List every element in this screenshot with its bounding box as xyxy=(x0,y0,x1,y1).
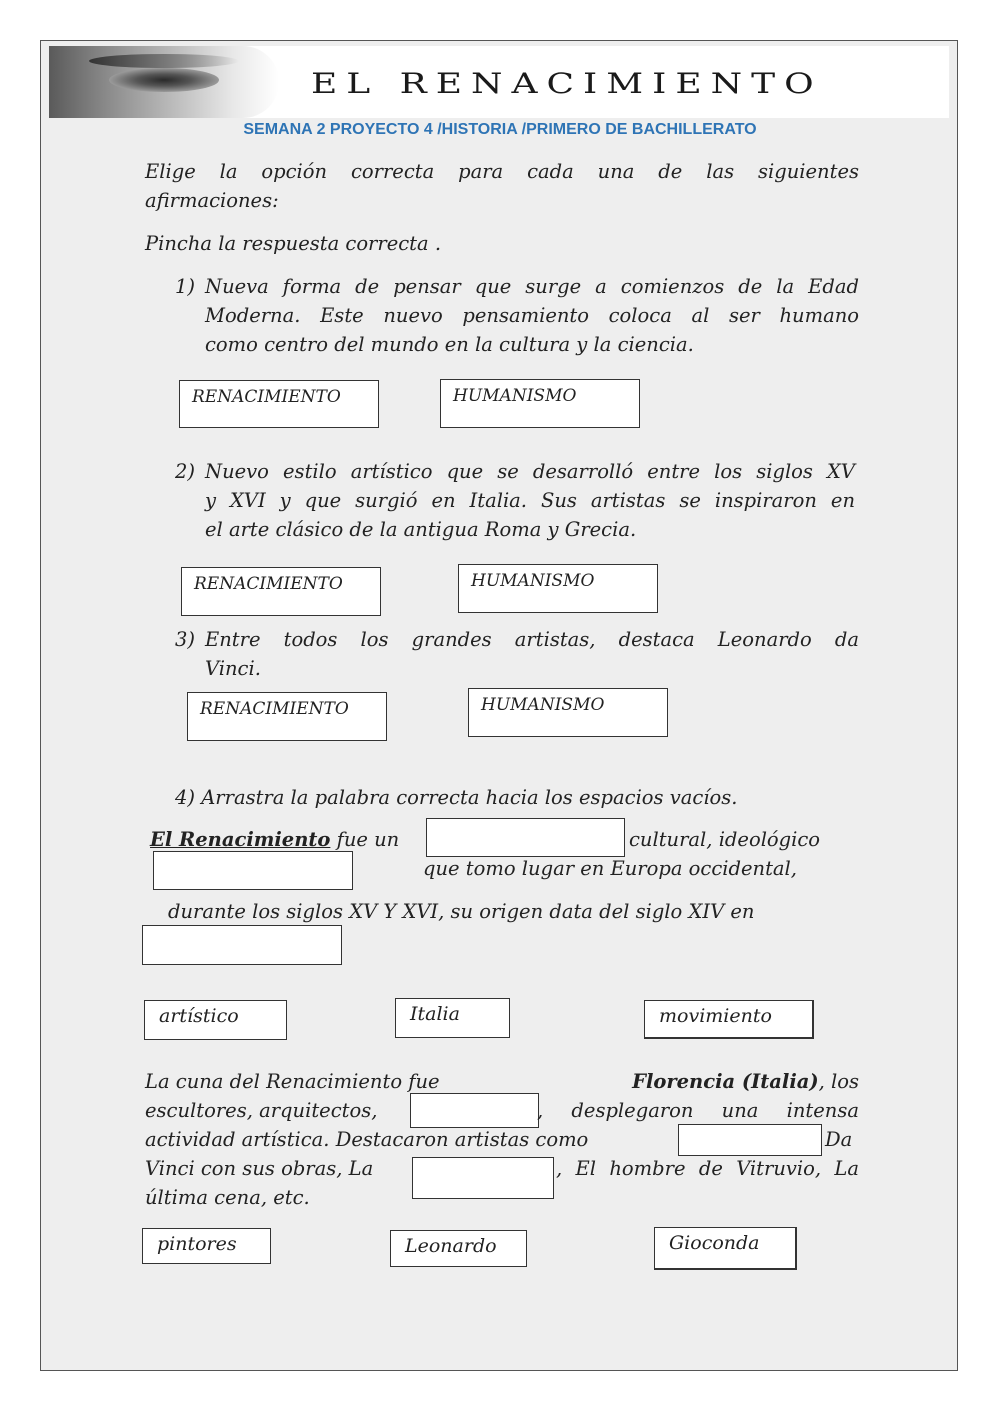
q3-line-2: Vinci. xyxy=(205,657,261,680)
q4-p2-line-1 xyxy=(145,1067,859,1096)
q4-p2-text-d: , desplegaron una intensa xyxy=(537,1099,859,1122)
q4-p2-text-b: , los xyxy=(818,1070,859,1093)
q4-p2-text-c: escultores, arquitectos, xyxy=(145,1099,378,1122)
bold-term-florencia: Florencia (Italia) xyxy=(632,1070,819,1093)
drag-word-artistico[interactable]: artístico xyxy=(144,1000,287,1040)
q2-number: 2) xyxy=(175,460,196,483)
drag-word-movimiento[interactable]: movimiento xyxy=(644,1000,814,1039)
q1-line-1: Nueva forma de pensar que surge a comienzos de la Edad xyxy=(205,275,859,298)
drop-blank-3[interactable] xyxy=(142,925,342,965)
q2-option-humanismo[interactable]: HUMANISMO xyxy=(458,564,658,613)
drag-word-gioconda[interactable]: Gioconda xyxy=(654,1227,797,1270)
q4-p1-text-a: fue un xyxy=(330,828,400,851)
q3-option-renacimiento[interactable]: RENACIMIENTO xyxy=(187,692,387,741)
q4-p2-text-h-wrap xyxy=(556,1154,859,1183)
q3-number: 3) xyxy=(175,628,196,651)
q1-number: 1) xyxy=(175,275,196,298)
q3-line-1: Entre todos los grandes artistas, destaca Leonardo da xyxy=(205,628,859,651)
drag-word-pintores[interactable]: pintores xyxy=(142,1228,271,1264)
q3-option-humanismo[interactable]: HUMANISMO xyxy=(468,688,668,737)
bold-term-renacimiento: El Renacimiento xyxy=(150,828,331,851)
q2-line-2: y XVI y que surgió en Italia. Sus artistas se inspiraron en xyxy=(205,489,855,512)
q2-line-3: el arte clásico de la antigua Roma y Grecia. xyxy=(205,518,637,541)
drag-word-leonardo[interactable]: Leonardo xyxy=(390,1230,527,1267)
intro-line-1: Elige la opción correcta para cada una de las siguientes xyxy=(145,160,859,183)
drop-blank-1[interactable] xyxy=(426,818,625,857)
q4-instruction: 4) Arrastra la palabra correcta hacia los espacios vacíos. xyxy=(175,786,738,809)
brow-shade xyxy=(89,54,239,68)
drop-blank-5[interactable] xyxy=(678,1124,822,1156)
drop-blank-6[interactable] xyxy=(412,1157,554,1199)
drag-word-italia[interactable]: Italia xyxy=(395,998,510,1038)
q4-p2-bold-group xyxy=(632,1067,859,1096)
header-banner xyxy=(49,46,949,118)
subtitle: SEMANA 2 PROYECTO 4 /HISTORIA /PRIMERO DE BACHILLERATO xyxy=(243,121,757,138)
q4-p2-text-d-wrap xyxy=(537,1096,859,1125)
q4-p2-text-e: actividad artística. Destacaron artistas como xyxy=(145,1128,589,1151)
eye-shade xyxy=(109,68,219,92)
q1-option-humanismo[interactable]: HUMANISMO xyxy=(440,379,640,428)
q4-p2-text-i: última cena, etc. xyxy=(145,1186,310,1209)
q4-p2-text-g: Vinci con sus obras, La xyxy=(145,1157,374,1180)
q1-line-3: como centro del mundo en la cultura y la ciencia. xyxy=(205,333,694,356)
q4-p2-text-a: La cuna del Renacimiento fue xyxy=(145,1070,440,1093)
q4-p2-text-f: Da xyxy=(825,1128,853,1151)
q4-p2-text-h: , El hombre de Vitruvio, La xyxy=(556,1157,859,1180)
q1-line-2: Moderna. Este nuevo pensamiento coloca al ser humano xyxy=(205,304,859,327)
q1-option-renacimiento[interactable]: RENACIMIENTO xyxy=(179,380,379,428)
q4-p1-line-1 xyxy=(150,825,399,854)
q4-p1-text-d: durante los siglos XV Y XVI, su origen data del siglo XIV en xyxy=(168,900,755,923)
intro-line-2: afirmaciones: xyxy=(145,189,279,212)
sculpture-face-image xyxy=(49,46,279,118)
q4-p1-text-c: que tomo lugar en Europa occidental, xyxy=(423,857,797,880)
q2-line-1: Nuevo estilo artístico que se desarrolló entre los siglos XV xyxy=(205,460,855,483)
q2-option-renacimiento[interactable]: RENACIMIENTO xyxy=(181,567,381,616)
q4-p1-text-b: cultural, ideológico xyxy=(629,828,821,851)
intro-line-3: Pincha la respuesta correcta . xyxy=(145,232,442,255)
drop-blank-4[interactable] xyxy=(410,1093,539,1128)
drop-blank-2[interactable] xyxy=(153,851,353,890)
banner-title: EL RENACIMIENTO xyxy=(311,68,823,100)
